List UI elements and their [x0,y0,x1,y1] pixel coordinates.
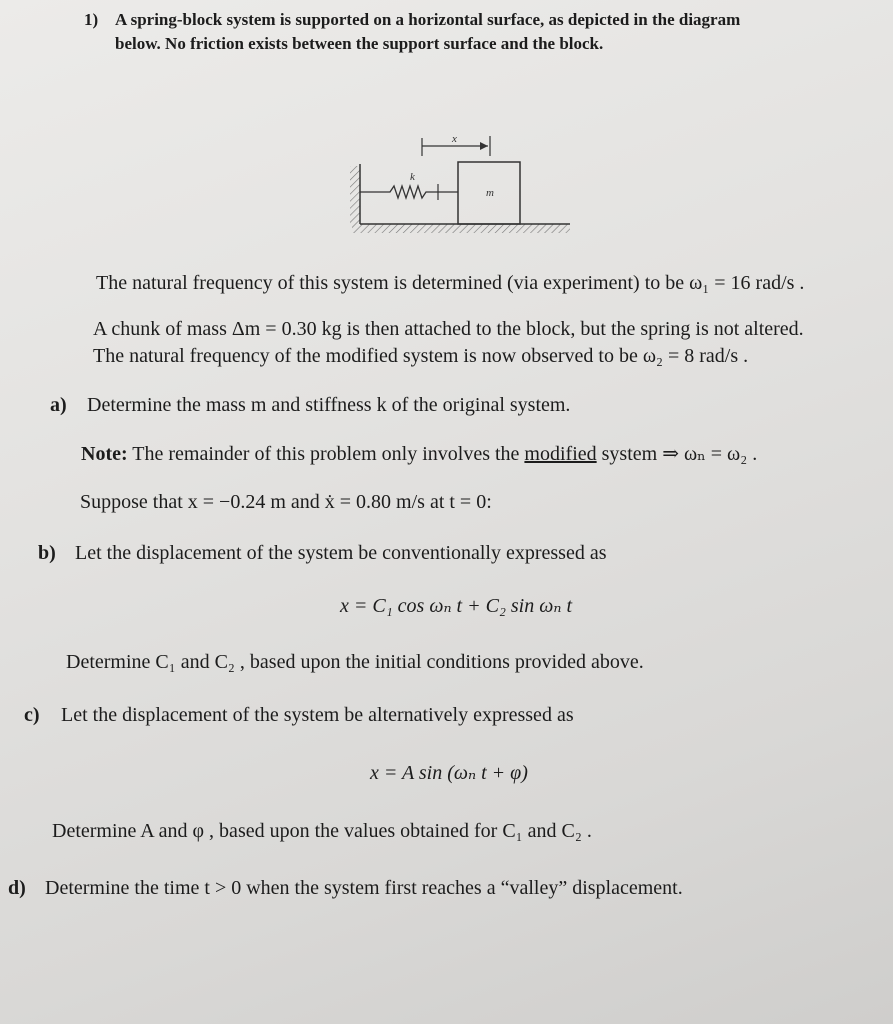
intro-line-1: A spring-block system is supported on a horizontal surface, as depicted in the diagram [115,10,741,29]
note-text-pre: The remainder of this problem only involves the [132,443,520,465]
floor-hatch [352,224,570,233]
x-label: x [452,133,457,145]
note-label: Note: [81,443,128,465]
natural-frequency-text: The natural frequency of this system is determined (via experiment) to be ω₁ = 16 rad/s . [96,272,805,294]
part-a-text: Determine the mass m and stiffness k of the original system. [87,394,571,416]
wall-hatch [350,166,360,224]
m-label: m [486,187,494,199]
k-label: k [410,171,415,183]
problem-number: 1) [84,10,99,29]
part-b-determine: Determine C₁ and C₂ , based upon the initial conditions provided above. [66,651,644,673]
chunk-mass-text: A chunk of mass Δm = 0.30 kg is then attached to the block, but the spring is not altered. [93,318,804,340]
note-line [81,441,757,466]
part-d-label: d) [8,877,26,899]
part-d-text: Determine the time t > 0 when the system first reaches a “valley” displacement. [45,877,683,899]
part-b-text: Let the displacement of the system be conventionally expressed as [75,542,607,564]
part-b-label: b) [38,542,56,564]
part-b-equation: x = C₁ cos ωₙ t + C₂ sin ωₙ t [340,595,573,617]
part-c-label: c) [24,704,40,726]
part-c-equation: x = A sin (ωₙ t + φ) [370,762,528,784]
modified-frequency-text: The natural frequency of the modified system is now observed to be ω₂ = 8 rad/s . [93,345,749,367]
spring [360,186,458,198]
part-c-text: Let the displacement of the system be alternatively expressed as [61,704,574,726]
spring-block-diagram [340,126,580,238]
note-underlined: modified [524,443,597,465]
x-arrow-head [480,142,488,150]
initial-conditions-text: Suppose that x = −0.24 m and ẋ = 0.80 m/s at t = 0: [80,491,492,513]
part-c-determine: Determine A and φ , based upon the values obtained for C₁ and C₂ . [52,820,592,842]
part-a-label: a) [50,394,67,416]
note-text-post: system ⇒ ωₙ = ω₂ . [601,443,758,465]
intro-line-2: below. No friction exists between the support surface and the block. [115,34,604,53]
